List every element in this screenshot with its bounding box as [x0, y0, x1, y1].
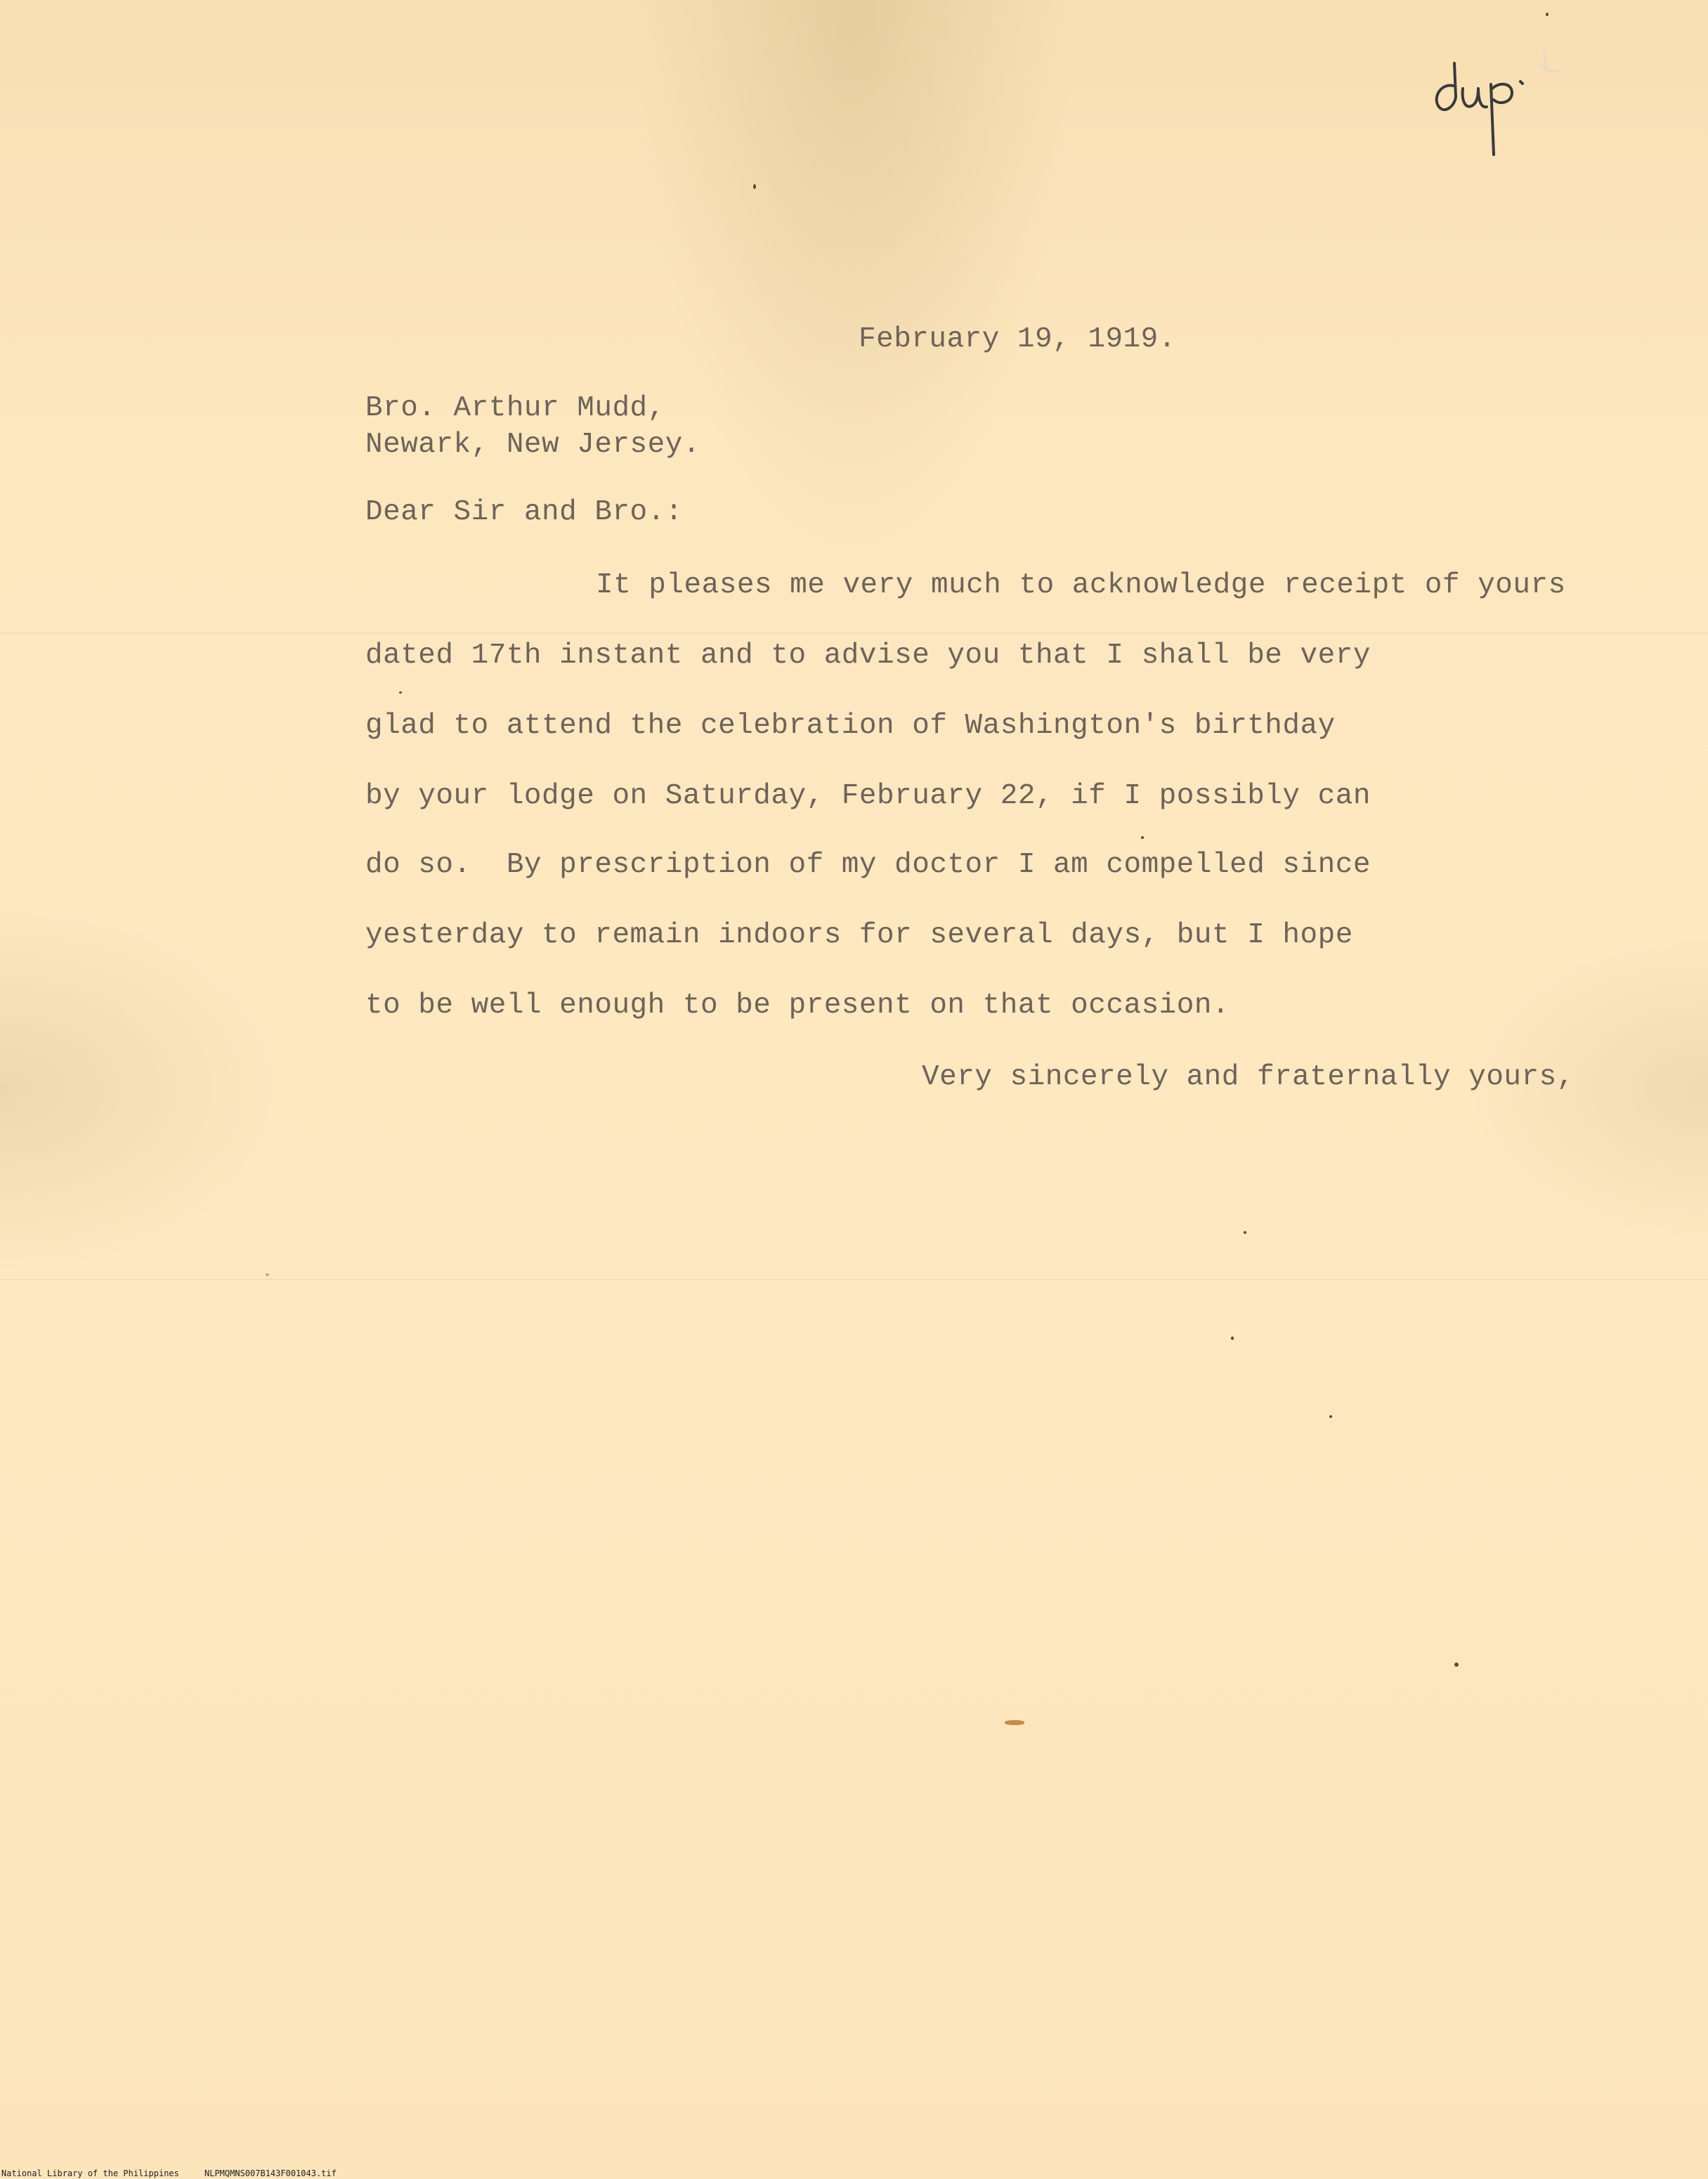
letter-date: February 19, 1919.: [859, 323, 1176, 356]
paper-speck: [1005, 1720, 1024, 1725]
recipient-location: Newark, New Jersey.: [365, 429, 700, 461]
body-line: dated 17th instant and to advise you that I shall be very: [365, 639, 1371, 672]
handwritten-dup-annotation: [1426, 42, 1567, 162]
body-line: glad to attend the celebration of Washington's birthday: [365, 710, 1336, 742]
paper-speck: [1329, 1415, 1332, 1418]
body-line: to be well enough to be present on that occasion.: [365, 989, 1230, 1022]
paper-speck: [1231, 1336, 1234, 1340]
footer-file-id: NLPMQMNS007B143F001043.tif: [204, 2168, 337, 2178]
body-line: do so. By prescription of my doctor I am compelled since: [365, 849, 1371, 881]
paper-fold: [0, 632, 1708, 634]
paper-speck: [266, 1273, 269, 1276]
paper-fold: [0, 1279, 1708, 1280]
paper-speck: [399, 691, 402, 694]
paper-speck: [753, 184, 756, 189]
footer-institution: National Library of the Philippines: [1, 2168, 179, 2178]
paper-speck: [1546, 13, 1549, 16]
paper-speck: [1454, 1663, 1459, 1667]
archive-footer: [1, 2168, 337, 2178]
paper-speck: [1244, 1231, 1246, 1234]
recipient-name: Bro. Arthur Mudd,: [365, 392, 665, 424]
body-line: by your lodge on Saturday, February 22, if I possibly can: [365, 780, 1371, 812]
body-line: It pleases me very much to acknowledge receipt of yours: [596, 569, 1566, 601]
closing: Very sincerely and fraternally yours,: [922, 1061, 1575, 1093]
salutation: Dear Sir and Bro.:: [365, 496, 683, 528]
body-line: yesterday to remain indoors for several days, but I hope: [365, 919, 1353, 951]
paper-speck: [1141, 836, 1144, 839]
